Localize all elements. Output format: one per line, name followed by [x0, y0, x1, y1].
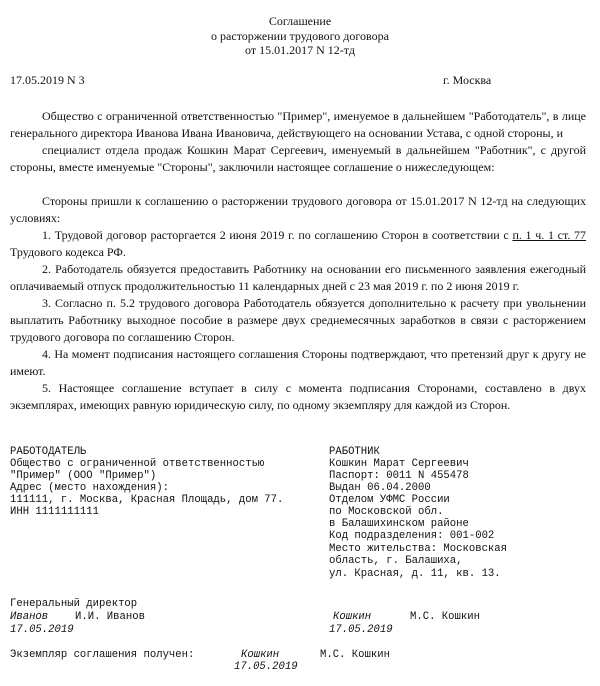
employee-detail-line: Код подразделения: 001-002	[329, 530, 495, 542]
employee-detail-line: ул. Красная, д. 11, кв. 13.	[329, 568, 501, 580]
employee-detail-line: Кошкин Марат Сергеевич	[329, 458, 469, 470]
terms-lead-paragraph: Стороны пришли к соглашению о расторжении трудового договора от 15.01.2017 N 12-тд на следующих условиях:	[10, 194, 586, 225]
employee-detail-line: по Московской обл.	[329, 506, 444, 518]
employer-detail-line: Адрес (место нахождения):	[10, 482, 169, 494]
term-item-1-tail: Трудового кодекса РФ.	[10, 245, 126, 259]
employee-heading: РАБОТНИК	[329, 446, 380, 458]
copy-received-signature: Кошкин	[241, 649, 280, 661]
labor-code-link[interactable]: п. 1 ч. 1 ст. 77	[512, 228, 587, 242]
employee-detail-line: Паспорт: 0011 N 455478	[329, 470, 469, 482]
employer-detail-line: "Пример" (ООО "Пример")	[10, 470, 157, 482]
term-item-1-text: 1. Трудовой договор расторгается 2 июня 2019 г. по соглашению Сторон в соответствии с	[42, 228, 509, 242]
employee-signatory-name: М.С. Кошкин	[410, 611, 480, 623]
document-contract-ref: от 15.01.2017 N 12-тд	[245, 43, 355, 57]
employee-sign-date: 17.05.2019	[329, 624, 393, 636]
copy-received-label: Экземпляр соглашения получен:	[10, 649, 195, 661]
employer-detail-line: ИНН 1111111111	[10, 506, 100, 518]
document-title: Соглашение	[268, 14, 332, 28]
employee-signature: Кошкин	[333, 611, 372, 623]
document-subtitle: о расторжении трудового договора	[211, 29, 389, 43]
copy-received-date: 17.05.2019	[234, 661, 298, 673]
copy-received-name: М.С. Кошкин	[320, 649, 390, 661]
employer-sign-date: 17.05.2019	[10, 624, 74, 636]
employee-detail-line: в Балашихинском районе	[329, 518, 469, 530]
employee-detail-line: Место жительства: Московская	[329, 543, 508, 555]
employer-signatory-name: И.И. Иванов	[75, 611, 145, 623]
employer-heading: РАБОТОДАТЕЛЬ	[10, 446, 87, 458]
employee-detail-line: область, г. Балашиха,	[329, 555, 463, 567]
term-item-1	[10, 227, 586, 261]
employee-detail-line: Отделом УФМС России	[329, 494, 450, 506]
employer-detail-line: 111111, г. Москва, Красная Площадь, дом 77.	[10, 494, 284, 506]
employee-detail-line: Выдан 06.04.2000	[329, 482, 431, 494]
intro-employer-paragraph: Общество с ограниченной ответственностью "Пример", именуемое в дальнейшем "Работодатель", в лице генерального директора Иванова Ивана Ивановича, действующего на основании Устава, с одной стороны, и	[10, 109, 586, 140]
employer-detail-line: Общество с ограниченной ответственностью	[10, 458, 265, 470]
term-item-2: 2. Работодатель обязуется предоставить Работнику на основании его письменного заявления ежегодный оплачиваемый отпуск продолжительностью 11 календарных дней с 23 мая 2019 г. по 2 июня 2019 г.	[10, 262, 586, 293]
term-item-3: 3. Согласно п. 5.2 трудового договора Работодатель обязуется дополнительно к расчету при увольнении выплатить Работнику выходное пособие в размере двух среднемесячных заработков в связи с расторжением трудового договора по соглашению Сторон.	[10, 296, 586, 344]
term-item-4: 4. На момент подписания настоящего соглашения Стороны подтверждают, что претензий друг к другу не имеют.	[10, 347, 586, 378]
document-date-number: 17.05.2019 N 3	[10, 73, 85, 87]
document-city: г. Москва	[443, 73, 492, 87]
employer-signatory-title: Генеральный директор	[10, 598, 138, 610]
employer-signature: Иванов	[10, 611, 49, 623]
term-item-5: 5. Настоящее соглашение вступает в силу с момента подписания Сторонами, составлено в двух экземплярах, имеющих равную юридическую силу, по одному экземпляру для каждой из Сторон.	[10, 381, 586, 412]
intro-employee-paragraph: специалист отдела продаж Кошкин Марат Сергеевич, именуемый в дальнейшем "Работник", с другой стороны, вместе именуемые "Стороны", заключили настоящее соглашение о нижеследующем:	[10, 143, 586, 174]
